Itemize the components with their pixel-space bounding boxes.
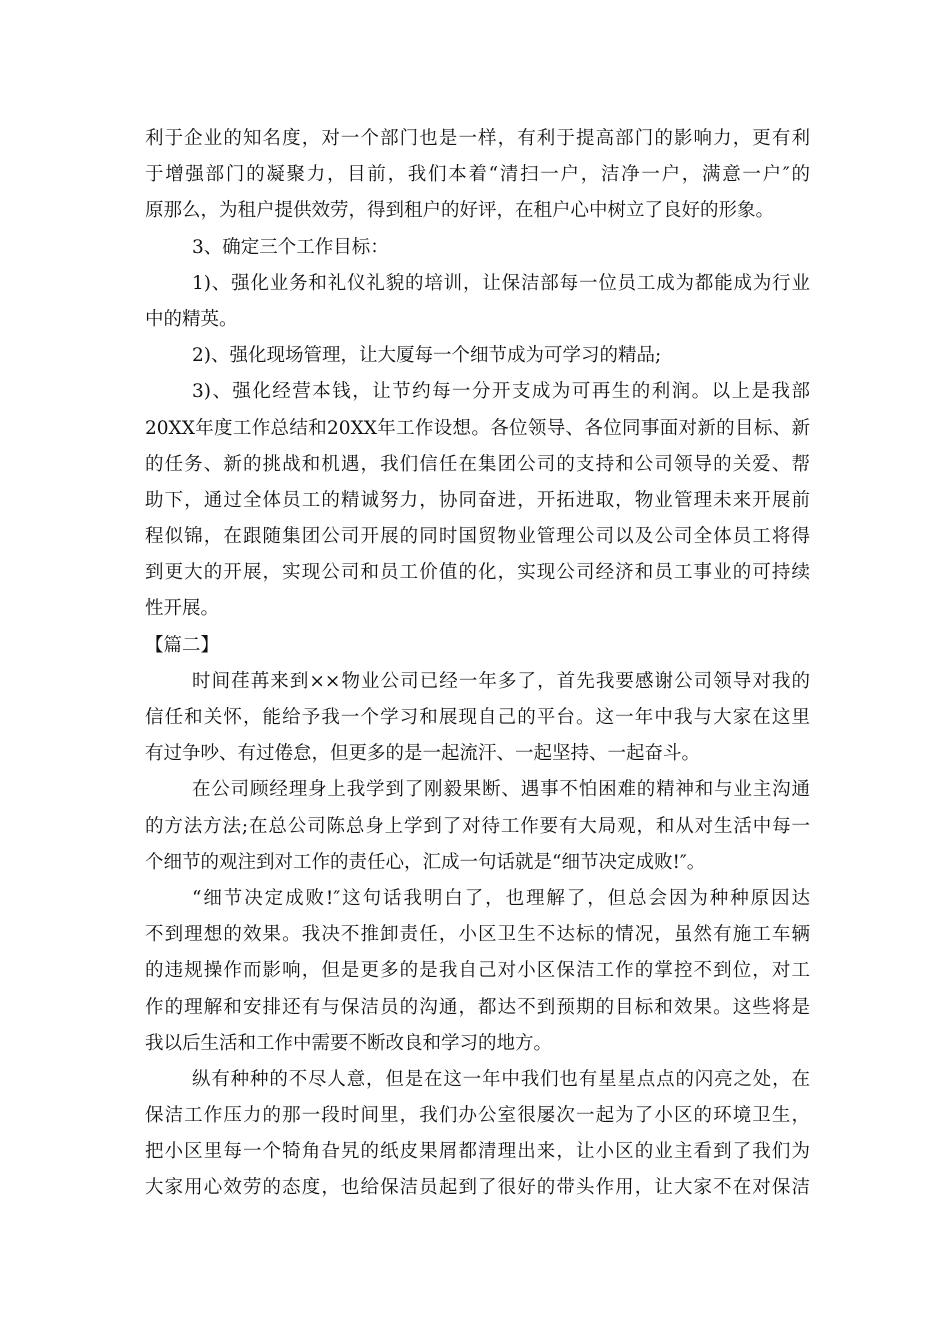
text-line: 把小区里每一个犄角旮旯的纸皮果屑都清理出来，让小区的业主看到了我们为	[145, 1141, 810, 1163]
text-line: 个细节的观注到对工作的责任心，汇成一句话就是“细节决定成败!″。	[145, 851, 706, 873]
text-line: 原那么，为租户提供效劳，得到租户的好评，在租户心中树立了良好的形象。	[145, 200, 775, 222]
text-line: “细节决定成败!″这句话我明白了，也理解了，但总会因为种种原因达	[192, 887, 810, 909]
text-line: 时间荏苒来到××物业公司已经一年多了，首先我要感谢公司领导对我的	[192, 670, 810, 692]
text-line: 利于企业的知名度，对一个部门也是一样，有利于提高部门的影响力，更有利	[145, 128, 810, 149]
text-line: 不到理想的效果。我决不推卸责任，小区卫生不达标的情况，虽然有施工车辆	[145, 924, 810, 946]
text-line: 的任务、新的挑战和机遇，我们信任在集团公司的支持和公司领导的关爱、帮	[145, 453, 810, 475]
text-line: 2)、强化现场管理，让大厦每一个细节成为可学习的精品;	[192, 345, 662, 367]
text-line: 中的精英。	[145, 308, 238, 330]
text-line: 作的理解和安排还有与保洁员的沟通，都达不到预期的目标和效果。这些将是	[145, 996, 810, 1018]
text-line: 到更大的开展，实现公司和员工价值的化，实现公司经济和员工事业的可持续	[145, 562, 810, 584]
text-line: 3、确定三个工作目标：	[192, 236, 389, 258]
text-line: 1)、强化业务和礼仪礼貌的培训，让保洁部每一位员工成为都能成为行业	[192, 272, 810, 294]
text-line: 大家用心效劳的态度，也给保洁员起到了很好的带头作用，让大家不在对保洁	[145, 1177, 810, 1199]
section-heading: 【篇二】	[145, 634, 220, 656]
text-line: 程似锦，在跟随集团公司开展的同时国贸物业管理公司以及公司全体员工将得	[145, 526, 810, 548]
document-body	[145, 121, 810, 1207]
text-line: 的方法方法;在总公司陈总身上学到了对待工作要有大局观，和从对生活中每一	[145, 815, 810, 837]
text-line: 性开展。	[145, 598, 220, 620]
text-line: 在公司顾经理身上我学到了刚毅果断、遇事不怕困难的精神和与业主沟通	[192, 779, 810, 801]
text-line: 于增强部门的凝聚力，目前，我们本着“清扫一户，洁净一户，满意一户″的	[145, 164, 810, 186]
text-line: 20XX年度工作总结和20XX年工作设想。各位领导、各位同事面对新的目标、新	[145, 417, 810, 439]
text-line: 纵有种种的不尽人意，但是在这一年中我们也有星星点点的闪亮之处，在	[192, 1068, 810, 1090]
text-line: 的违规操作而影响，但是更多的是我自己对小区保洁工作的掌控不到位，对工	[145, 960, 810, 982]
text-line: 我以后生活和工作中需要不断改良和学习的地方。	[145, 1032, 553, 1054]
text-line: 有过争吵、有过倦怠，但更多的是一起流汗、一起坚持、一起奋斗。	[145, 743, 701, 765]
text-line: 助下，通过全体员工的精诚努力，协同奋进，开拓进取，物业管理未来开展前	[145, 489, 810, 511]
text-line: 保洁工作压力的那一段时间里，我们办公室很屡次一起为了小区的环境卫生，	[145, 1105, 810, 1127]
text-line: 信任和关怀，能给予我一个学习和展现自己的平台。这一年中我与大家在这里	[145, 707, 810, 728]
text-line: 3)、强化经营本钱，让节约每一分开支成为可再生的利润。以上是我部	[192, 381, 810, 403]
